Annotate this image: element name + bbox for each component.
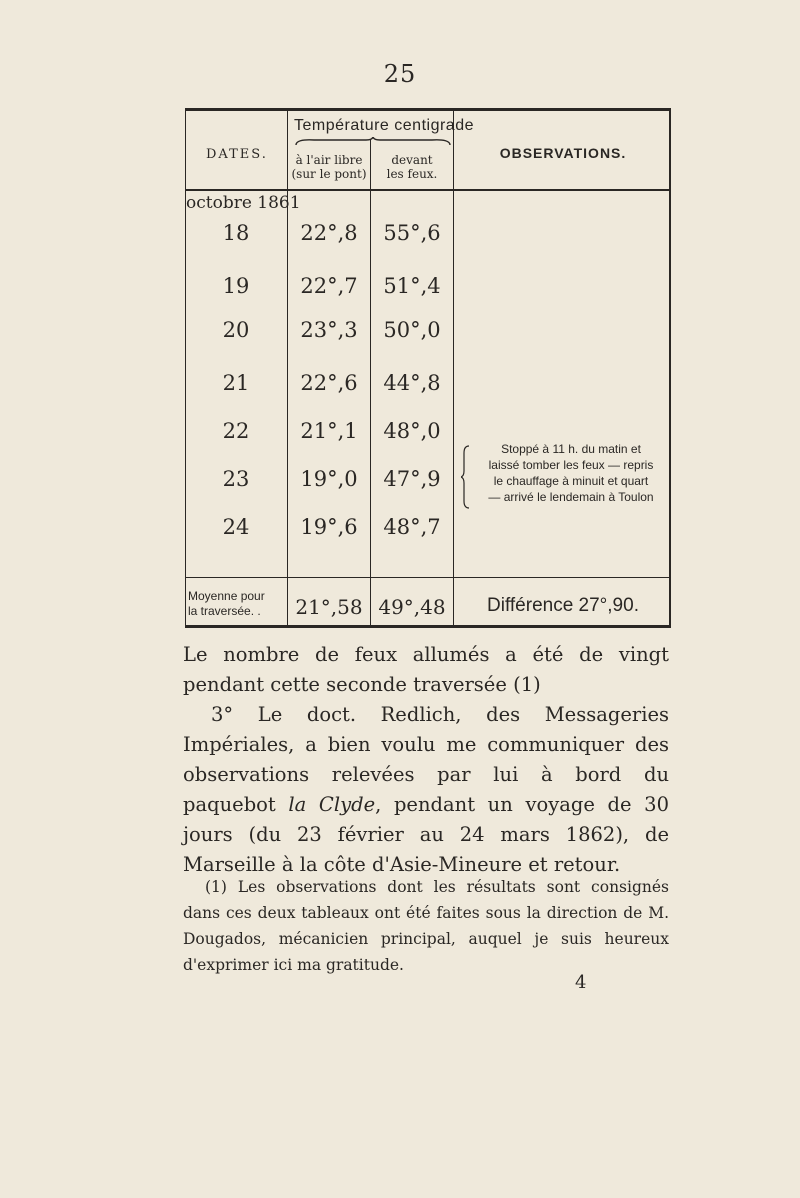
header-temperature: Température centigrade bbox=[294, 117, 474, 134]
header-air-line2: (sur le pont) bbox=[291, 167, 367, 181]
header-air-line1: à l'air libre bbox=[295, 153, 363, 167]
header-observations: OBSERVATIONS. bbox=[499, 145, 627, 161]
date-cell: 20 bbox=[222, 318, 250, 342]
mean-rule bbox=[186, 577, 669, 578]
table-row bbox=[186, 417, 454, 445]
air-temp-cell: 22°,7 bbox=[300, 274, 358, 298]
paragraph-redlich-start: 3° Le doct. Redlich, des Messageries Impériales, a bien voulu me communiquer des observations relevées par lui à bord du paquebot bbox=[183, 703, 669, 816]
ship-name: la Clyde bbox=[288, 793, 376, 816]
date-cell: 21 bbox=[222, 371, 250, 395]
mean-label-line2: la traversée. . bbox=[188, 604, 261, 618]
header-brace bbox=[294, 137, 452, 147]
header-fire bbox=[372, 153, 452, 181]
air-temp-cell: 21°,1 bbox=[300, 419, 358, 443]
paragraph-fire-count: Le nombre de feux allumés a été de vingt pendant cette seconde traversée (1) bbox=[183, 643, 669, 696]
air-temp-cell: 22°,8 bbox=[300, 221, 358, 245]
body-text bbox=[183, 640, 669, 880]
fire-temp-cell: 55°,6 bbox=[383, 221, 441, 245]
mean-label bbox=[188, 589, 284, 619]
fire-temp-cell: 51°,4 bbox=[383, 274, 441, 298]
fire-temp-cell: 48°,7 bbox=[383, 515, 441, 539]
air-temp-cell: 19°,0 bbox=[300, 467, 358, 491]
month-label: octobre 1861 bbox=[186, 193, 301, 213]
date-cell: 18 bbox=[222, 221, 250, 245]
note-brace bbox=[461, 445, 471, 509]
paragraph-redlich bbox=[183, 700, 669, 880]
table-row bbox=[186, 219, 454, 247]
note-line: — arrivé le lendemain à Toulon bbox=[488, 490, 654, 504]
header-fire-line1: devant bbox=[391, 153, 433, 167]
header-rule bbox=[186, 189, 669, 191]
table-row bbox=[186, 465, 454, 493]
fire-temp-cell: 44°,8 bbox=[383, 371, 441, 395]
paragraph-redlich-end: , pendant un voyage de 30 jours (du 23 février au 24 mars 1862), de Marseille à la côte d'Asie-Mineure et retour. bbox=[183, 793, 669, 876]
fire-temp-cell: 50°,0 bbox=[383, 318, 441, 342]
table-row bbox=[186, 316, 454, 344]
temperature-table bbox=[185, 108, 671, 628]
header-dates: DATES. bbox=[206, 147, 268, 162]
table-row bbox=[186, 272, 454, 300]
observation-note bbox=[471, 441, 671, 505]
mean-fire-temp: 49°,48 bbox=[378, 595, 446, 619]
header-fire-line2: les feux. bbox=[386, 167, 438, 181]
date-cell: 23 bbox=[222, 467, 250, 491]
fire-temp-cell: 47°,9 bbox=[383, 467, 441, 491]
note-line: Stoppé à 11 h. du matin et bbox=[501, 442, 641, 456]
mean-air-temp: 21°,58 bbox=[295, 595, 363, 619]
note-line: le chauffage à minuit et quart bbox=[493, 474, 649, 488]
note-line: laissé tomber les feux — repris bbox=[488, 458, 654, 472]
air-temp-cell: 23°,3 bbox=[300, 318, 358, 342]
mean-difference: Différence 27°,90. bbox=[487, 595, 639, 616]
fire-temp-cell: 48°,0 bbox=[383, 419, 441, 443]
table-row bbox=[186, 369, 454, 397]
date-cell: 24 bbox=[222, 515, 250, 539]
page-number: 25 bbox=[383, 60, 417, 88]
mean-label-line1: Moyenne pour bbox=[188, 589, 265, 603]
date-cell: 22 bbox=[222, 419, 250, 443]
header-air bbox=[289, 153, 369, 181]
air-temp-cell: 19°,6 bbox=[300, 515, 358, 539]
table-row bbox=[186, 513, 454, 541]
footnote: (1) Les observations dont les résultats sont consignés dans ces deux tableaux ont été faites sous la direction de M. Dougados, mécanicien principal, auquel je suis heureux d'exprimer ici ma gratitude. bbox=[183, 878, 669, 974]
air-temp-cell: 22°,6 bbox=[300, 371, 358, 395]
date-cell: 19 bbox=[222, 274, 250, 298]
signature-mark: 4 bbox=[575, 972, 587, 993]
